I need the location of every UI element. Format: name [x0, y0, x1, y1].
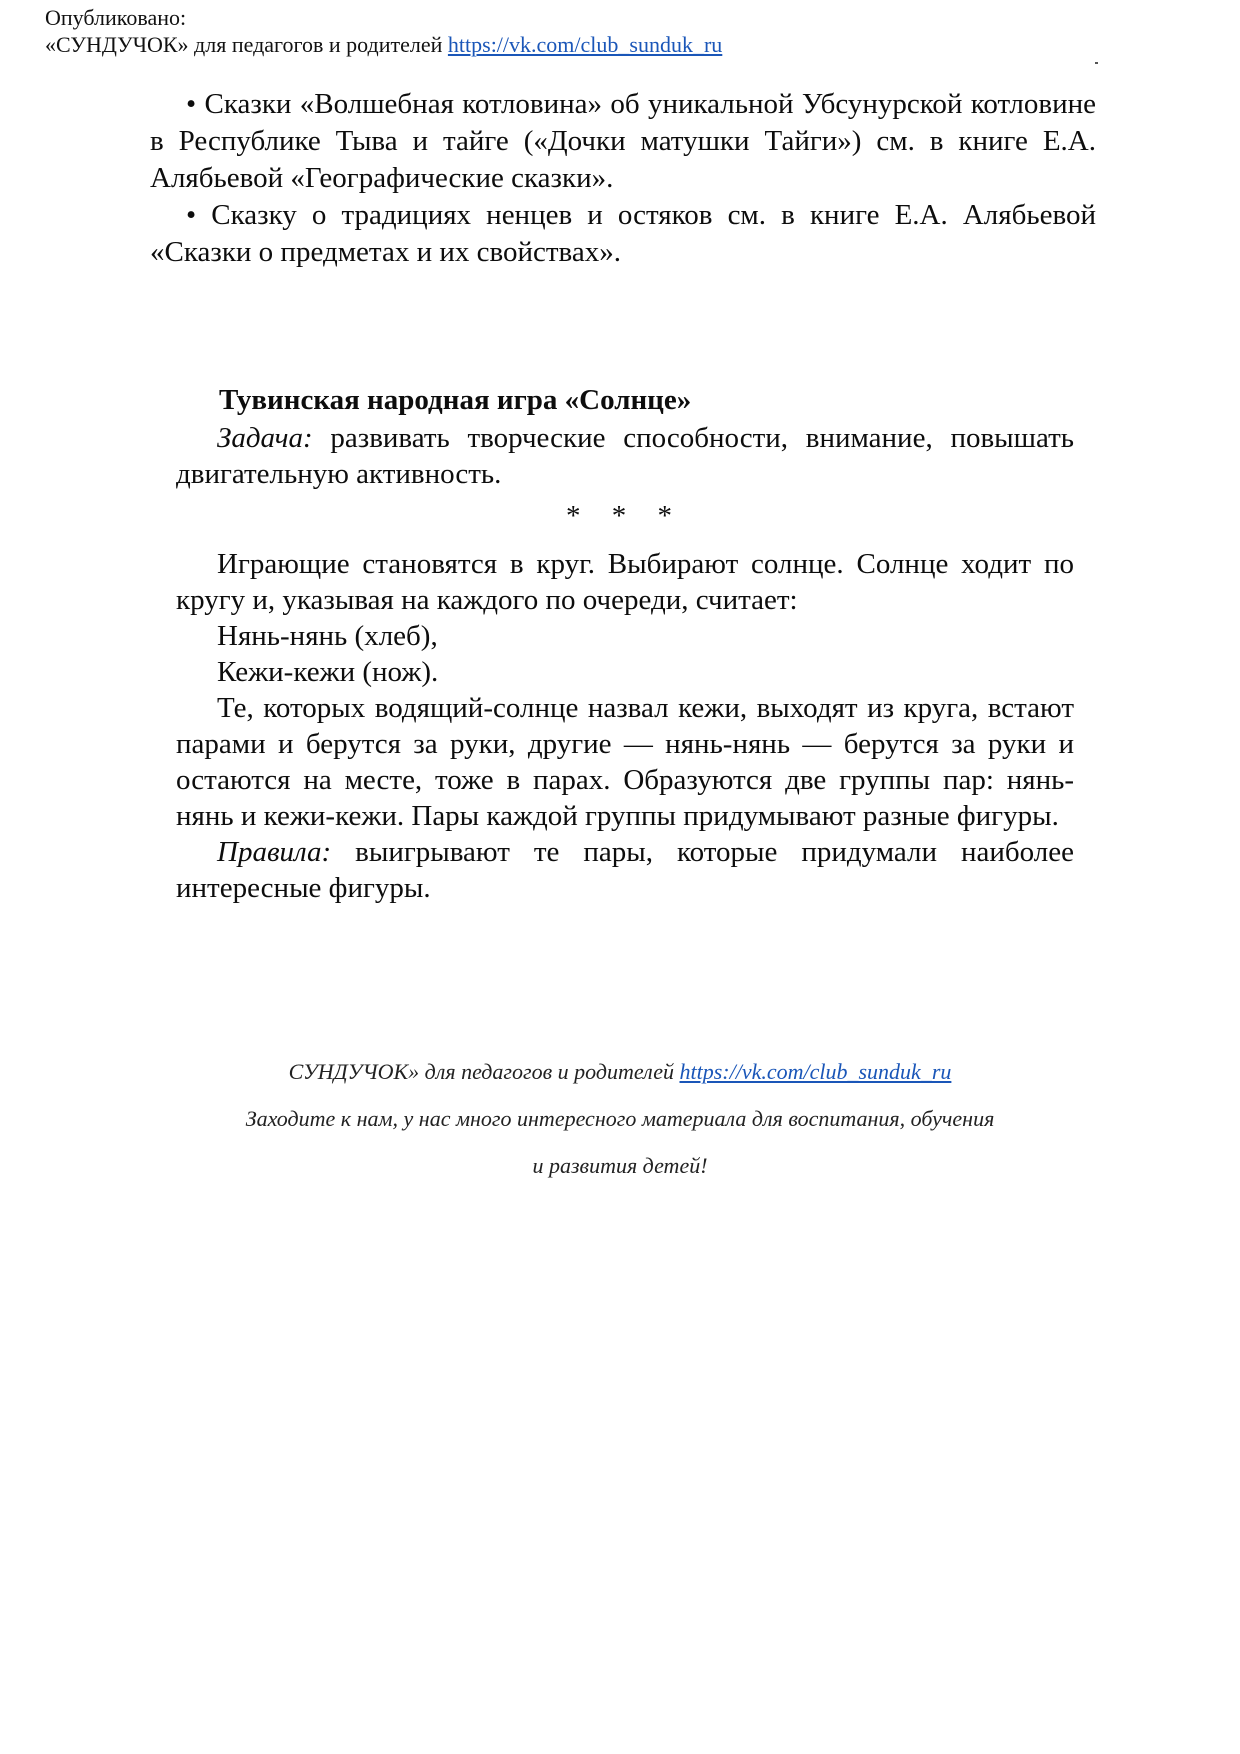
rules-text: выигрывают те пары, которые придумали наиболее интересные фигуры. — [176, 836, 1074, 904]
footer-invite-end: и развития детей! — [532, 1153, 708, 1178]
scan-dot — [1095, 62, 1098, 64]
header-link[interactable]: https://vk.com/club_sunduk_ru — [447, 32, 723, 57]
rhyme-line: Нянь-нянь (хлеб), — [217, 620, 438, 652]
game-paragraph: Те, которых водящий-солнце назвал кежи, выходят из круга, встают парами и берутся за руки, другие — нянь-нянь — берутся за руки и остаются на месте, тоже в парах. Образуются две группы пар: нянь-нянь и кежи-кежи. Пары каждой группы придумывают разные фигуры. — [176, 692, 1074, 832]
task-paragraph — [176, 420, 1074, 492]
task-text: развивать творческие способности, внимание, повышать двигательную активность. — [176, 422, 1074, 490]
page-footer — [140, 1048, 1100, 1189]
publisher-name: «СУНДУЧОК» для педагогов и родителей — [45, 32, 443, 57]
footer-publisher: СУНДУЧОК» для педагогов и родителей — [288, 1059, 674, 1084]
game-title: Тувинская народная игра «Солнце» — [219, 384, 692, 416]
bullet-item: • Сказку о традициях ненцев и остяков см. в книге Е.А. Алябьевой «Сказки о предметах и их свойствах». — [150, 199, 1096, 268]
section-separator: * * * — [566, 500, 684, 532]
page-header — [45, 4, 722, 58]
rhyme-line: Кежи-кежи (нож). — [217, 656, 439, 688]
bullet-list — [150, 86, 1096, 271]
bullet-item: • Сказки «Волшебная котловина» об уникальной Убсунурской котловине в Республике Тыва и тайге («Дочки матушки Тайги») см. в книге Е.А. Алябьевой «Географические сказки». — [150, 88, 1096, 194]
rules-paragraph — [176, 834, 1074, 906]
footer-link[interactable]: https://vk.com/club_sunduk_ru — [679, 1059, 952, 1084]
game-section — [176, 380, 1074, 906]
footer-invite: Заходите к нам, у нас много интересного материала для воспитания, обучения — [245, 1106, 995, 1131]
published-label: Опубликовано: — [45, 5, 187, 30]
footer-line — [140, 1048, 1100, 1095]
game-paragraph: Играющие становятся в круг. Выбирают солнце. Солнце ходит по кругу и, указывая на каждого по очереди, считает: — [176, 548, 1074, 616]
publisher-line — [45, 31, 722, 58]
task-label: Задача: — [217, 422, 313, 454]
rules-label: Правила: — [217, 836, 332, 868]
